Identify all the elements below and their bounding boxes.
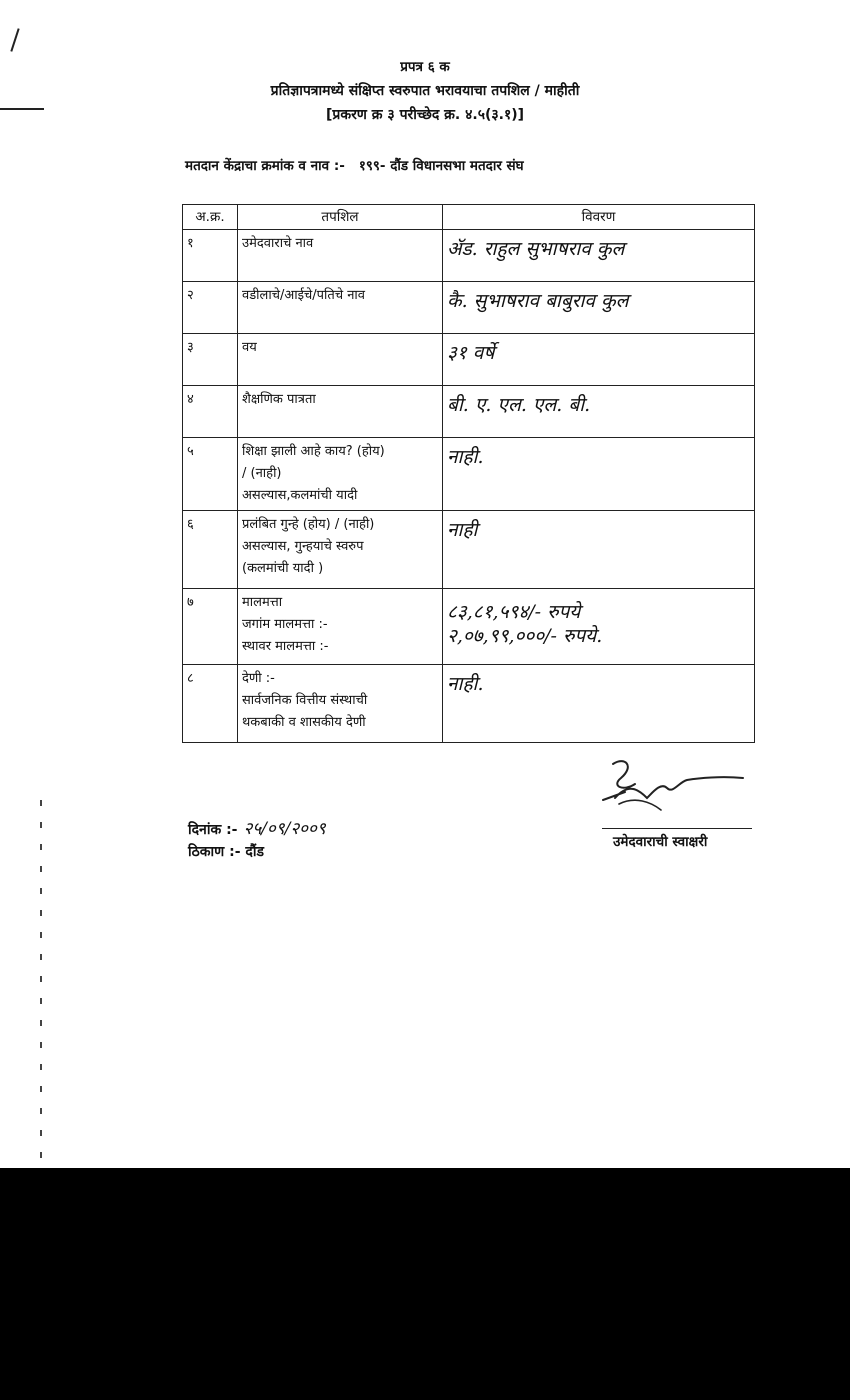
table-row [183, 665, 755, 743]
row-field [238, 230, 443, 282]
row-field [238, 334, 443, 386]
table-row [183, 589, 755, 665]
field-text: असल्यास, गुन्हयाचे स्वरुप [242, 539, 364, 554]
handwritten-value: नाही [447, 519, 478, 541]
row-serial: ७ [183, 589, 238, 665]
table-row [183, 511, 755, 589]
field-text: असल्यास,कलमांची यादी [242, 488, 358, 503]
header-particulars: तपशिल [238, 205, 443, 230]
signature-label: उमेदवाराची स्वाक्षरी [613, 834, 708, 850]
table-row [183, 282, 755, 334]
table-row [183, 386, 755, 438]
signature-line [602, 828, 752, 829]
details-table [182, 204, 755, 743]
table-row [183, 334, 755, 386]
row-serial: २ [183, 282, 238, 334]
row-field [238, 589, 443, 665]
date-line [188, 816, 326, 839]
field-text: शैक्षणिक पात्रता [242, 392, 316, 407]
field-text: सार्वजनिक वित्तीय संस्थाची [242, 693, 368, 708]
row-field [238, 665, 443, 743]
table-header-row [183, 205, 755, 230]
place-line: ठिकाण :- दौंड [188, 844, 264, 860]
header-serial: अ.क्र. [183, 205, 238, 230]
field-text: वय [242, 340, 257, 355]
scan-speck [10, 28, 19, 51]
handwritten-value [447, 592, 750, 648]
form-number: प्रपत्र ६ क [400, 59, 450, 75]
row-serial: १ [183, 230, 238, 282]
field-text: मालमत्ता [242, 595, 283, 610]
date-label: दिनांक :- [188, 822, 238, 838]
field-text: देणी :- [242, 671, 275, 686]
row-field [238, 511, 443, 589]
row-value [443, 589, 755, 665]
row-serial: ६ [183, 511, 238, 589]
field-text: थकबाकी व शासकीय देणी [242, 715, 366, 730]
handwritten-value: नाही. [447, 446, 484, 468]
signature-image [595, 752, 755, 832]
movable-assets-value: ८३,८१,५९४/- रुपये [447, 601, 581, 623]
table-row [183, 230, 755, 282]
field-text: स्थावर मालमत्ता :- [242, 639, 329, 654]
handwritten-value: कै. सुभाषराव बाबुराव कुल [447, 290, 629, 312]
scan-border-band [0, 1168, 850, 1400]
row-value [443, 438, 755, 511]
handwritten-value: नाही. [447, 673, 484, 695]
constituency-line [185, 156, 524, 174]
constituency-value: १९९- दौंड विधानसभा मतदार संघ [358, 158, 524, 174]
row-value [443, 334, 755, 386]
row-value [443, 282, 755, 334]
field-text: / (नाही) [242, 466, 282, 481]
field-text: प्रलंबित गुन्हे (होय) / (नाही) [242, 517, 375, 532]
field-text: जगांम मालमत्ता :- [242, 617, 328, 632]
field-text: शिक्षा झाली आहे काय? (होय) [242, 444, 385, 459]
row-field [238, 282, 443, 334]
constituency-label: मतदान केंद्राचा क्रमांक व नाव :- [185, 158, 345, 174]
header-description: विवरण [443, 205, 755, 230]
field-text: (कलमांची यादी ) [242, 561, 324, 576]
row-serial: ८ [183, 665, 238, 743]
row-serial: ४ [183, 386, 238, 438]
scan-speck [40, 800, 42, 1160]
handwritten-value: ॲड. राहुल सुभाषराव कुल [447, 238, 625, 260]
handwritten-value: ३१ वर्षे [447, 342, 495, 364]
date-value: २५/०९/२००९ [243, 819, 326, 839]
immovable-assets-value: २,०७,९९,०००/- रुपये. [447, 625, 603, 647]
row-value [443, 230, 755, 282]
handwritten-value: बी. ए. एल. एल. बी. [447, 394, 591, 416]
row-value [443, 386, 755, 438]
table-row [183, 438, 755, 511]
form-title: प्रतिज्ञापत्रामध्ये संक्षिप्त स्वरुपात भरावयाचा तपशिल / माहीती [270, 83, 580, 99]
row-field [238, 386, 443, 438]
field-text: वडीलाचे/आईचे/पतिचे नाव [242, 288, 366, 303]
row-serial: ५ [183, 438, 238, 511]
field-text: उमेदवाराचे नाव [242, 236, 314, 251]
row-value [443, 511, 755, 589]
row-serial: ३ [183, 334, 238, 386]
form-reference: [प्रकरण क्र ३ परीच्छेद क्र. ४.५(३.१)] [325, 107, 525, 123]
row-value [443, 665, 755, 743]
row-field [238, 438, 443, 511]
